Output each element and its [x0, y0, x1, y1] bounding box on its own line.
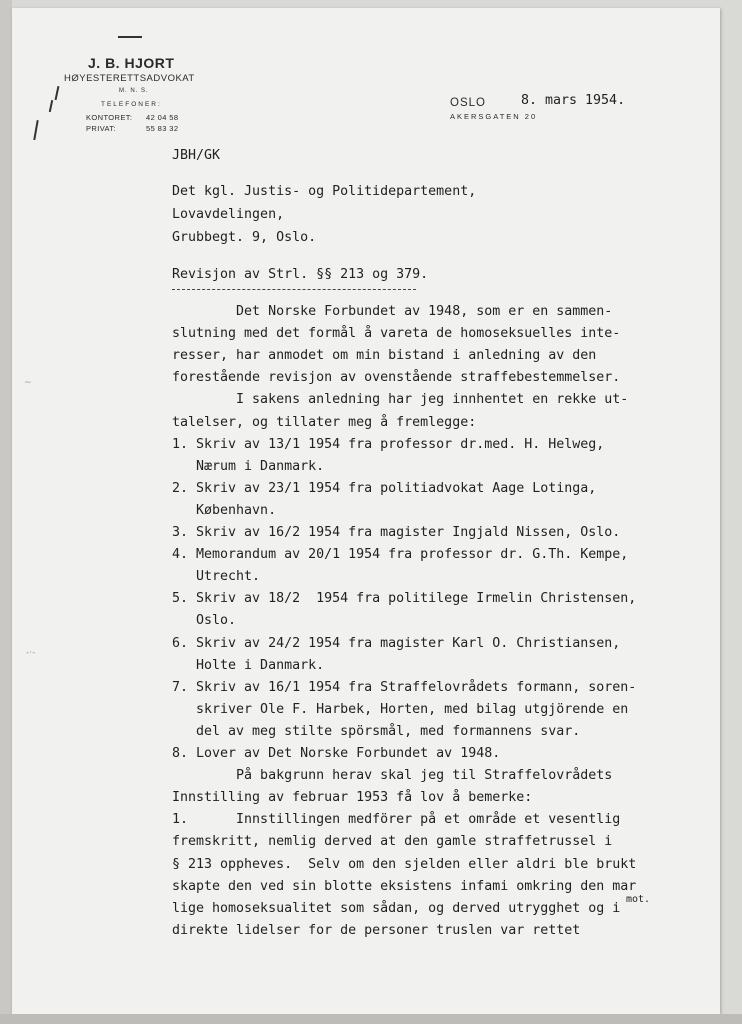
privat-label: PRIVAT:	[86, 124, 117, 133]
body-line: 3. Skriv av 16/2 1954 fra magister Ingjald Nissen, Oslo.	[172, 525, 621, 540]
body-line: På bakgrunn herav skal jeg til Straffelovrådets	[172, 768, 613, 784]
body-line: 4. Memorandum av 20/1 1954 fra professor dr. G.Th. Kempe,	[172, 547, 629, 563]
letterhead-privat-row	[86, 124, 178, 133]
body-line: direkte lidelser for de personer truslen var rettet	[172, 922, 581, 938]
subject-underline	[172, 289, 416, 290]
body-line: Holte i Danmark.	[172, 657, 325, 673]
kontoret-number: 42 04 58	[146, 113, 179, 122]
letterhead-telefoner: TELEFONER:	[101, 101, 162, 108]
body-line: Det Norske Forbundet av 1948, som er en sammen-	[172, 304, 613, 319]
letterhead-mns: M. N. S.	[119, 88, 149, 94]
letterhead-city: OSLO	[450, 97, 486, 109]
body-line: slutning med det formål å vareta de homoseksuelles inte-	[172, 326, 621, 342]
body-line: 8. Lover av Det Norske Forbundet av 1948.	[172, 746, 501, 761]
recipient-line: Grubbegt. 9, Oslo.	[172, 230, 317, 245]
body-line: 1. Innstillingen medförer på et område et vesentlig	[172, 812, 621, 828]
recipient-line: Det kgl. Justis- og Politidepartement,	[172, 184, 477, 199]
body-line: 5. Skriv av 18/2 1954 fra politilege Irmelin Christensen,	[172, 591, 637, 607]
body-line: København.	[172, 502, 277, 518]
scan-mark: ~	[24, 378, 32, 388]
body-line: 7. Skriv av 16/1 1954 fra Straffelovrådets formann, soren-	[172, 679, 637, 695]
body-line: Innstilling av februar 1953 få lov å bemerke:	[172, 790, 533, 806]
body-line: § 213 oppheves. Selv om den sjelden eller aldri ble brukt	[172, 856, 637, 872]
margin-insert: mot.	[626, 894, 651, 905]
scan-bottom-edge	[0, 1014, 742, 1024]
body-line: fremskritt, nemlig derved at den gamle straffetrussel i	[172, 834, 613, 850]
body-line: forestående revisjon av ovenstående straffebestemmelser.	[172, 370, 621, 386]
body-line: talelser, og tillater meg å fremlegge:	[172, 414, 477, 430]
privat-number: 55 83 32	[146, 124, 179, 133]
scan-edge	[0, 0, 12, 1024]
letter-reference: JBH/GK	[172, 148, 221, 163]
body-line: 6. Skriv av 24/2 1954 fra magister Karl O. Christiansen,	[172, 635, 621, 651]
letterhead-name: J. B. HJORT	[88, 55, 175, 71]
kontoret-label: KONTORET:	[86, 113, 133, 122]
letterhead-kontoret-row	[86, 113, 178, 122]
body-line: skapte den ved sin blotte eksistens infami omkring den mar	[172, 878, 637, 894]
body-line: I sakens anledning har jeg innhentet en rekke ut-	[172, 392, 629, 408]
body-line: Oslo.	[172, 613, 237, 629]
body-line: Utrecht.	[172, 569, 261, 585]
body-line: skriver Ole F. Harbek, Horten, med bilag utgjörende en	[172, 701, 629, 717]
body-line: del av meg stilte spörsmål, med formannens svar.	[172, 723, 581, 739]
pen-mark	[118, 36, 142, 38]
letter-subject: Revisjon av Strl. §§ 213 og 379.	[172, 267, 429, 282]
letterhead-street: AKERSGATEN 20	[450, 112, 538, 121]
body-line: lige homoseksualitet som sådan, og derved utrygghet og i	[172, 900, 621, 916]
recipient-line: Lovavdelingen,	[172, 207, 285, 222]
body-line: 2. Skriv av 23/1 1954 fra politiadvokat Aage Lotinga,	[172, 480, 597, 496]
letterhead-title: HØYESTERETTSADVOKAT	[64, 73, 195, 84]
body-line: Nærum i Danmark.	[172, 458, 325, 474]
letter-date: 8. mars 1954.	[521, 93, 626, 108]
body-line: 1. Skriv av 13/1 1954 fra professor dr.med. H. Helweg,	[172, 436, 605, 452]
body-line: resser, har anmodet om min bistand i anledning av den	[172, 348, 597, 364]
scan-mark: -·-	[26, 648, 36, 658]
